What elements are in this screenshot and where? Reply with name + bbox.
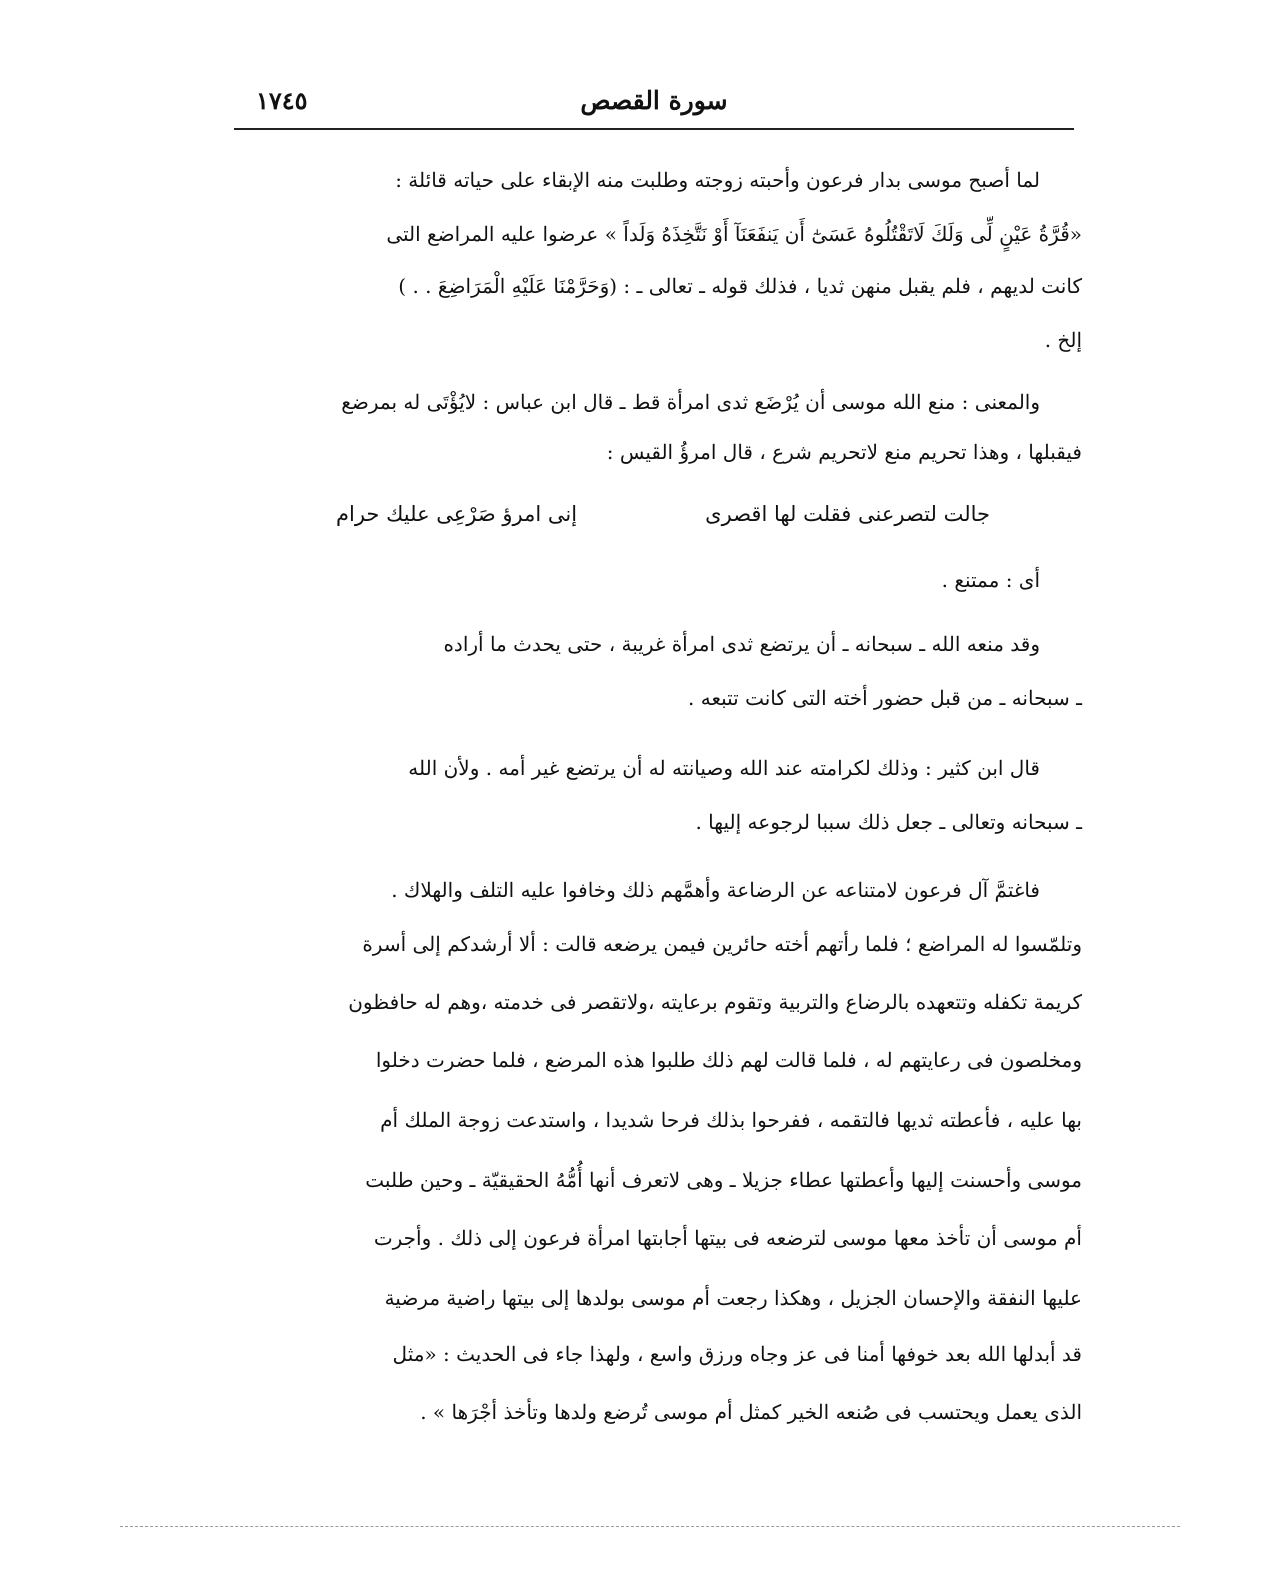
bottom-rule [120, 1526, 1180, 1527]
text-line: أى : ممتنع . [941, 568, 1040, 592]
text-line: فاغتمَّ آل فرعون لامتناعه عن الرضاعة وأهمَّهم ذلك وخافوا عليه التلف والهلاك . [391, 878, 1040, 902]
text-line: ـ سبحانه وتعالى ـ جعل ذلك سببا لرجوعه إليها . [695, 810, 1082, 834]
text-line: إلخ . [1044, 328, 1082, 352]
text-line: أم موسى أن تأخذ معها موسى لترضعه فى بيتها أجابتها امرأة فرعون إلى ذلك . وأجرت [373, 1226, 1082, 1250]
text-line: وقد منعه الله ـ سبحانه ـ أن يرتضع ثدى امرأة غريبة ، حتى يحدث ما أراده [443, 632, 1040, 656]
text-line: كانت لديهم ، فلم يقبل منهن ثديا ، فذلك قوله ـ تعالى ـ : (وَحَرَّمْنَا عَلَيْهِ الْمَرَاضِعَ . . ) [398, 274, 1082, 298]
text-line: فيقبلها ، وهذا تحريم منع لاتحريم شرع ، قال امرؤُ القيس : [606, 440, 1082, 464]
text-line: كريمة تكفله وتتعهده بالرضاع والتربية وتقوم برعايته ،ولاتقصر فى خدمته ،وهم له حافظون [348, 990, 1082, 1014]
text-line: بها عليه ، فأعطته ثديها فالتقمه ، ففرحوا بذلك فرحا شديدا ، واستدعت زوجة الملك أم [380, 1108, 1082, 1132]
verse-second-hemistich: إنى امرؤ صَرْعِى عليك حرام [336, 502, 578, 526]
page-title: سورة القصص [580, 86, 728, 115]
text-line: موسى وأحسنت إليها وأعطتها عطاء جزيلا ـ وهى لاتعرف أنها أُمُّهُ الحقيقيّة ـ وحين طلبت [365, 1168, 1082, 1192]
text-line: عليها النفقة والإحسان الجزيل ، وهكذا رجعت أم موسى بولدها إلى بيتها راضية مرضية [384, 1286, 1082, 1310]
text-line: ـ سبحانه ـ من قبل حضور أخته التى كانت تتبعه . [688, 686, 1082, 710]
text-line: قال ابن كثير : وذلك لكرامته عند الله وصيانته له أن يرتضع غير أمه . ولأن الله [408, 756, 1040, 780]
page-header [234, 80, 1074, 124]
text-line: وتلمّسوا له المراضع ؛ فلما رأتهم أخته حائرين فيمن يرضعه قالت : ألا أرشدكم إلى أسرة [362, 932, 1082, 956]
text-line: الذى يعمل ويحتسب فى صُنعه الخير كمثل أم موسى تُرضع ولدها وتأخذ أجْرَها » . [420, 1400, 1082, 1424]
page-number: ١٧٤٥ [256, 86, 308, 115]
text-line: لما أصبح موسى بدار فرعون وأحبته زوجته وطلبت منه الإبقاء على حياته قائلة : [395, 168, 1040, 192]
text-line: «قُرَّةُ عَيْنٍ لِّى وَلَكَ لَاتَقْتُلُوهُ عَسَىٰٓ أَن يَنفَعَنَآ أَوْ نَتَّخِذَهُ وَلَداً » عرضوا عليه المراضع التى [386, 222, 1082, 246]
text-line: قد أبدلها الله بعد خوفها أمنا فى عز وجاه ورزق واسع ، ولهذا جاء فى الحديث : «مثل [392, 1342, 1082, 1366]
verse-first-hemistich: جالت لتصرعنى فقلت لها اقصرى [705, 502, 990, 526]
text-line: والمعنى : منع الله موسى أن يُرْضَع ثدى امرأة قط ـ قال ابن عباس : لايُؤْتَى له بمرضع [341, 390, 1040, 414]
header-rule [234, 128, 1074, 130]
text-line: ومخلصون فى رعايتهم له ، فلما قالت لهم ذلك طلبوا هذه المرضع ، فلما حضرت دخلوا [375, 1048, 1082, 1072]
